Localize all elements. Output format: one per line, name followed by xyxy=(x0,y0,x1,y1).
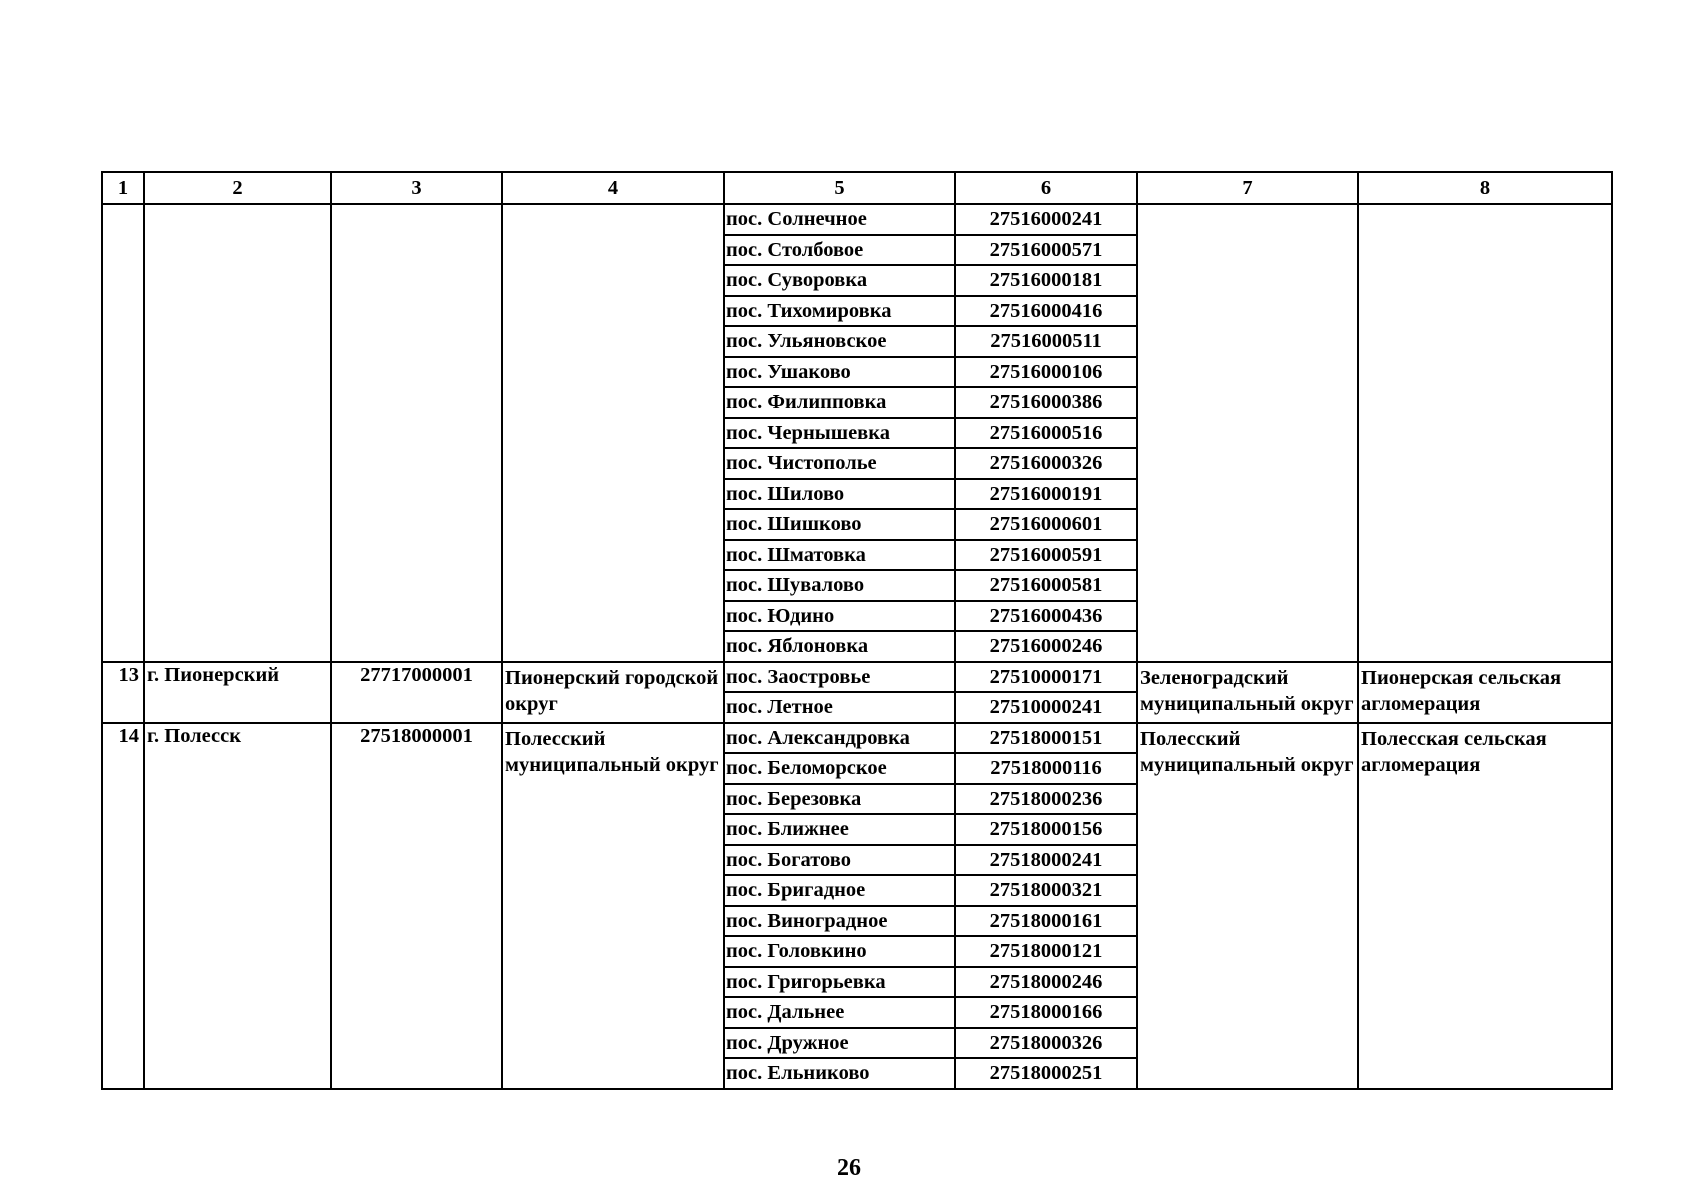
continuation-empty-col1 xyxy=(102,204,144,662)
table-row xyxy=(102,723,1612,754)
settlement-name: пос. Яблоновка xyxy=(724,631,955,662)
column-header-4: 4 xyxy=(502,172,724,204)
settlement-name: пос. Дальнее xyxy=(724,997,955,1028)
settlement-name: пос. Заостровье xyxy=(724,662,955,693)
settlement-code: 27518000151 xyxy=(955,723,1137,754)
settlement-code: 27516000601 xyxy=(955,509,1137,540)
settlement-code: 27518000236 xyxy=(955,784,1137,815)
settlement-name: пос. Летное xyxy=(724,692,955,723)
column-header-7: 7 xyxy=(1137,172,1358,204)
row-number: 14 xyxy=(102,723,144,1089)
settlement-code: 27516000511 xyxy=(955,326,1137,357)
city-name: г. Пионерский xyxy=(144,662,331,723)
city-code: 27717000001 xyxy=(331,662,502,723)
continuation-empty-col8 xyxy=(1358,204,1612,662)
settlement-code: 27518000251 xyxy=(955,1058,1137,1089)
agglomeration-name: Пионерская сельская агломерация xyxy=(1358,662,1612,723)
settlement-code: 27516000591 xyxy=(955,540,1137,571)
settlement-code: 27510000241 xyxy=(955,692,1137,723)
settlement-code: 27518000326 xyxy=(955,1028,1137,1059)
district-name: Пионерский городской округ xyxy=(502,662,724,723)
settlement-name: пос. Солнечное xyxy=(724,204,955,235)
settlement-name: пос. Суворовка xyxy=(724,265,955,296)
district-name: Полесский муниципальный округ xyxy=(502,723,724,1089)
settlement-code: 27516000241 xyxy=(955,204,1137,235)
settlement-code: 27518000156 xyxy=(955,814,1137,845)
continuation-empty-col3 xyxy=(331,204,502,662)
continuation-empty-col7 xyxy=(1137,204,1358,662)
settlement-code: 27518000161 xyxy=(955,906,1137,937)
settlement-name: пос. Чернышевка xyxy=(724,418,955,449)
settlement-code: 27518000321 xyxy=(955,875,1137,906)
settlement-code: 27510000171 xyxy=(955,662,1137,693)
settlement-code: 27516000191 xyxy=(955,479,1137,510)
settlement-name: пос. Тихомировка xyxy=(724,296,955,327)
settlement-name: пос. Ушаково xyxy=(724,357,955,388)
continuation-empty-col4 xyxy=(502,204,724,662)
settlement-name: пос. Шишково xyxy=(724,509,955,540)
page-number: 26 xyxy=(837,1155,861,1181)
settlement-name: пос. Богатово xyxy=(724,845,955,876)
settlement-code: 27516000516 xyxy=(955,418,1137,449)
table-row xyxy=(102,204,1612,235)
settlement-name: пос. Березовка xyxy=(724,784,955,815)
column-header-6: 6 xyxy=(955,172,1137,204)
settlement-code: 27516000436 xyxy=(955,601,1137,632)
settlement-code: 27516000246 xyxy=(955,631,1137,662)
column-header-5: 5 xyxy=(724,172,955,204)
settlement-code: 27516000416 xyxy=(955,296,1137,327)
agglomeration-name: Полесская сельская агломерация xyxy=(1358,723,1612,1089)
settlement-name: пос. Ельниково xyxy=(724,1058,955,1089)
settlement-code: 27518000116 xyxy=(955,753,1137,784)
city-name: г. Полесск xyxy=(144,723,331,1089)
settlement-name: пос. Чистополье xyxy=(724,448,955,479)
column-header-2: 2 xyxy=(144,172,331,204)
column-header-3: 3 xyxy=(331,172,502,204)
settlement-name: пос. Шувалово xyxy=(724,570,955,601)
municipal-okrug: Зеленоградский муниципальный округ xyxy=(1137,662,1358,723)
settlement-name: пос. Виноградное xyxy=(724,906,955,937)
settlement-name: пос. Ульяновское xyxy=(724,326,955,357)
settlement-name: пос. Столбовое xyxy=(724,235,955,266)
settlement-code: 27516000181 xyxy=(955,265,1137,296)
row-number: 13 xyxy=(102,662,144,723)
settlement-name: пос. Дружное xyxy=(724,1028,955,1059)
column-header-1: 1 xyxy=(102,172,144,204)
settlement-name: пос. Юдино xyxy=(724,601,955,632)
settlement-name: пос. Шилово xyxy=(724,479,955,510)
settlement-code: 27516000106 xyxy=(955,357,1137,388)
continuation-empty-col2 xyxy=(144,204,331,662)
column-header-8: 8 xyxy=(1358,172,1612,204)
settlement-code: 27516000581 xyxy=(955,570,1137,601)
settlement-name: пос. Беломорское xyxy=(724,753,955,784)
municipal-okrug: Полесский муниципальный округ xyxy=(1137,723,1358,1089)
settlement-code: 27516000326 xyxy=(955,448,1137,479)
settlement-code: 27518000241 xyxy=(955,845,1137,876)
city-code: 27518000001 xyxy=(331,723,502,1089)
settlement-name: пос. Головкино xyxy=(724,936,955,967)
table-header-row xyxy=(102,172,1612,204)
settlements-table xyxy=(101,171,1613,1090)
settlement-name: пос. Шматовка xyxy=(724,540,955,571)
table-row xyxy=(102,662,1612,693)
settlement-name: пос. Бригадное xyxy=(724,875,955,906)
settlement-name: пос. Филипповка xyxy=(724,387,955,418)
settlement-code: 27518000121 xyxy=(955,936,1137,967)
settlement-name: пос. Александровка xyxy=(724,723,955,754)
settlement-name: пос. Григорьевка xyxy=(724,967,955,998)
settlement-code: 27518000166 xyxy=(955,997,1137,1028)
settlement-code: 27516000386 xyxy=(955,387,1137,418)
settlement-name: пос. Ближнее xyxy=(724,814,955,845)
settlement-code: 27516000571 xyxy=(955,235,1137,266)
settlement-code: 27518000246 xyxy=(955,967,1137,998)
